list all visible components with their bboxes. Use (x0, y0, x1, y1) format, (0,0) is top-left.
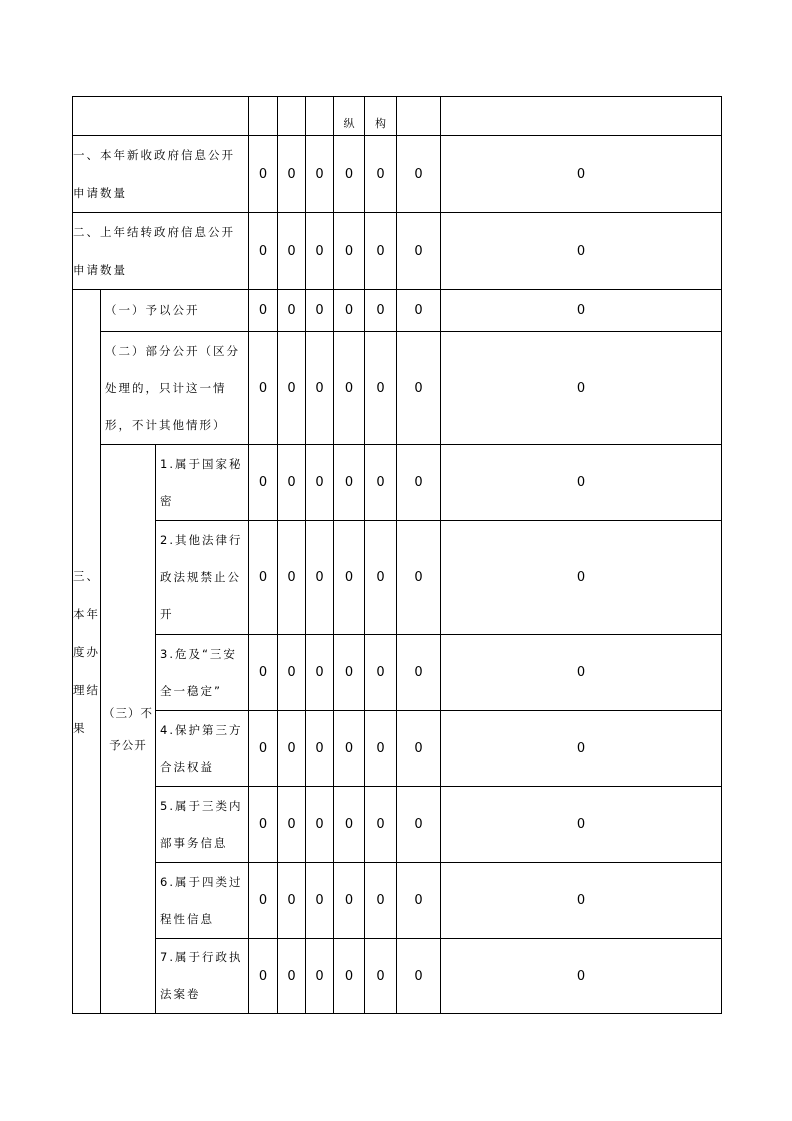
value-cell-total: 0 (441, 136, 722, 213)
value-cell: 0 (306, 332, 334, 445)
row-label-not-open-item: 2.其他法律行政法规禁止公开 (156, 521, 249, 635)
value-cell: 0 (278, 787, 306, 863)
value-cell: 0 (249, 787, 278, 863)
statistics-table (72, 96, 722, 1014)
value-cell: 0 (278, 939, 306, 1014)
value-cell: 0 (249, 635, 278, 711)
header-cell-1 (249, 97, 278, 136)
value-cell-total: 0 (441, 863, 722, 939)
value-cell: 0 (334, 521, 365, 635)
row-group-label-not-open: （三）不予公开 (101, 445, 156, 1014)
value-cell: 0 (278, 635, 306, 711)
table-row (73, 445, 722, 521)
header-org-left: 纵 (334, 97, 365, 136)
value-cell: 0 (365, 290, 397, 332)
value-cell: 0 (397, 445, 441, 521)
value-cell: 0 (249, 521, 278, 635)
value-cell: 0 (334, 332, 365, 445)
value-cell-total: 0 (441, 521, 722, 635)
value-cell: 0 (306, 445, 334, 521)
value-cell: 0 (249, 136, 278, 213)
table-row (73, 136, 722, 213)
value-cell-total: 0 (441, 290, 722, 332)
header-cell-total (441, 97, 722, 136)
value-cell: 0 (397, 213, 441, 290)
value-cell: 0 (334, 445, 365, 521)
header-row (73, 97, 722, 136)
row-label-not-open-item: 7.属于行政执法案卷 (156, 939, 249, 1014)
row-label-not-open-item: 1.属于国家秘密 (156, 445, 249, 521)
value-cell: 0 (306, 863, 334, 939)
value-cell: 0 (397, 521, 441, 635)
value-cell: 0 (365, 711, 397, 787)
value-cell-total: 0 (441, 939, 722, 1014)
value-cell: 0 (334, 863, 365, 939)
value-cell: 0 (306, 787, 334, 863)
value-cell-total: 0 (441, 711, 722, 787)
value-cell: 0 (306, 635, 334, 711)
table-row (73, 213, 722, 290)
table-row (73, 863, 722, 939)
value-cell: 0 (278, 863, 306, 939)
value-cell: 0 (278, 136, 306, 213)
row-label-new-requests: 一、本年新收政府信息公开申请数量 (73, 136, 249, 213)
table-row (73, 635, 722, 711)
header-cell-6 (397, 97, 441, 136)
value-cell: 0 (334, 290, 365, 332)
value-cell: 0 (249, 711, 278, 787)
row-label-partial-open: （二）部分公开（区分处理的，只计这一情形，不计其他情形） (101, 332, 249, 445)
table-row (73, 290, 722, 332)
table-row (73, 939, 722, 1014)
value-cell: 0 (397, 863, 441, 939)
value-cell-total: 0 (441, 213, 722, 290)
value-cell: 0 (365, 213, 397, 290)
row-label-grant-open: （一）予以公开 (101, 290, 249, 332)
row-label-not-open-item: 3.危及“三安全一稳定” (156, 635, 249, 711)
header-cell-2 (278, 97, 306, 136)
value-cell: 0 (334, 213, 365, 290)
value-cell: 0 (365, 635, 397, 711)
value-cell: 0 (306, 939, 334, 1014)
value-cell: 0 (306, 136, 334, 213)
value-cell: 0 (397, 787, 441, 863)
value-cell: 0 (365, 939, 397, 1014)
value-cell: 0 (365, 787, 397, 863)
value-cell: 0 (249, 445, 278, 521)
value-cell: 0 (397, 332, 441, 445)
value-cell: 0 (365, 136, 397, 213)
value-cell: 0 (249, 213, 278, 290)
value-cell: 0 (249, 939, 278, 1014)
value-cell-total: 0 (441, 635, 722, 711)
value-cell: 0 (365, 332, 397, 445)
header-label-cell (73, 97, 249, 136)
value-cell-total: 0 (441, 332, 722, 445)
value-cell: 0 (365, 445, 397, 521)
value-cell: 0 (306, 711, 334, 787)
value-cell: 0 (334, 787, 365, 863)
value-cell: 0 (334, 136, 365, 213)
value-cell: 0 (334, 711, 365, 787)
row-group-label-results: 三、本年度办理结果 (73, 290, 101, 1014)
row-label-not-open-item: 4.保护第三方合法权益 (156, 711, 249, 787)
value-cell: 0 (278, 213, 306, 290)
value-cell: 0 (334, 939, 365, 1014)
table-row (73, 332, 722, 445)
value-cell: 0 (365, 863, 397, 939)
row-label-not-open-item: 5.属于三类内部事务信息 (156, 787, 249, 863)
value-cell: 0 (278, 332, 306, 445)
value-cell: 0 (306, 290, 334, 332)
row-label-carried-over: 二、上年结转政府信息公开申请数量 (73, 213, 249, 290)
value-cell: 0 (397, 635, 441, 711)
header-org-right: 构 (365, 97, 397, 136)
value-cell: 0 (397, 711, 441, 787)
value-cell: 0 (306, 213, 334, 290)
value-cell: 0 (306, 521, 334, 635)
value-cell: 0 (334, 635, 365, 711)
value-cell-total: 0 (441, 445, 722, 521)
value-cell: 0 (397, 939, 441, 1014)
value-cell: 0 (278, 445, 306, 521)
row-label-not-open-item: 6.属于四类过程性信息 (156, 863, 249, 939)
value-cell: 0 (249, 863, 278, 939)
table-row (73, 787, 722, 863)
value-cell: 0 (397, 290, 441, 332)
table-row (73, 521, 722, 635)
value-cell: 0 (278, 711, 306, 787)
value-cell: 0 (249, 332, 278, 445)
value-cell: 0 (249, 290, 278, 332)
header-cell-3 (306, 97, 334, 136)
value-cell: 0 (278, 290, 306, 332)
value-cell: 0 (365, 521, 397, 635)
value-cell: 0 (397, 136, 441, 213)
value-cell-total: 0 (441, 787, 722, 863)
value-cell: 0 (278, 521, 306, 635)
table-row (73, 711, 722, 787)
